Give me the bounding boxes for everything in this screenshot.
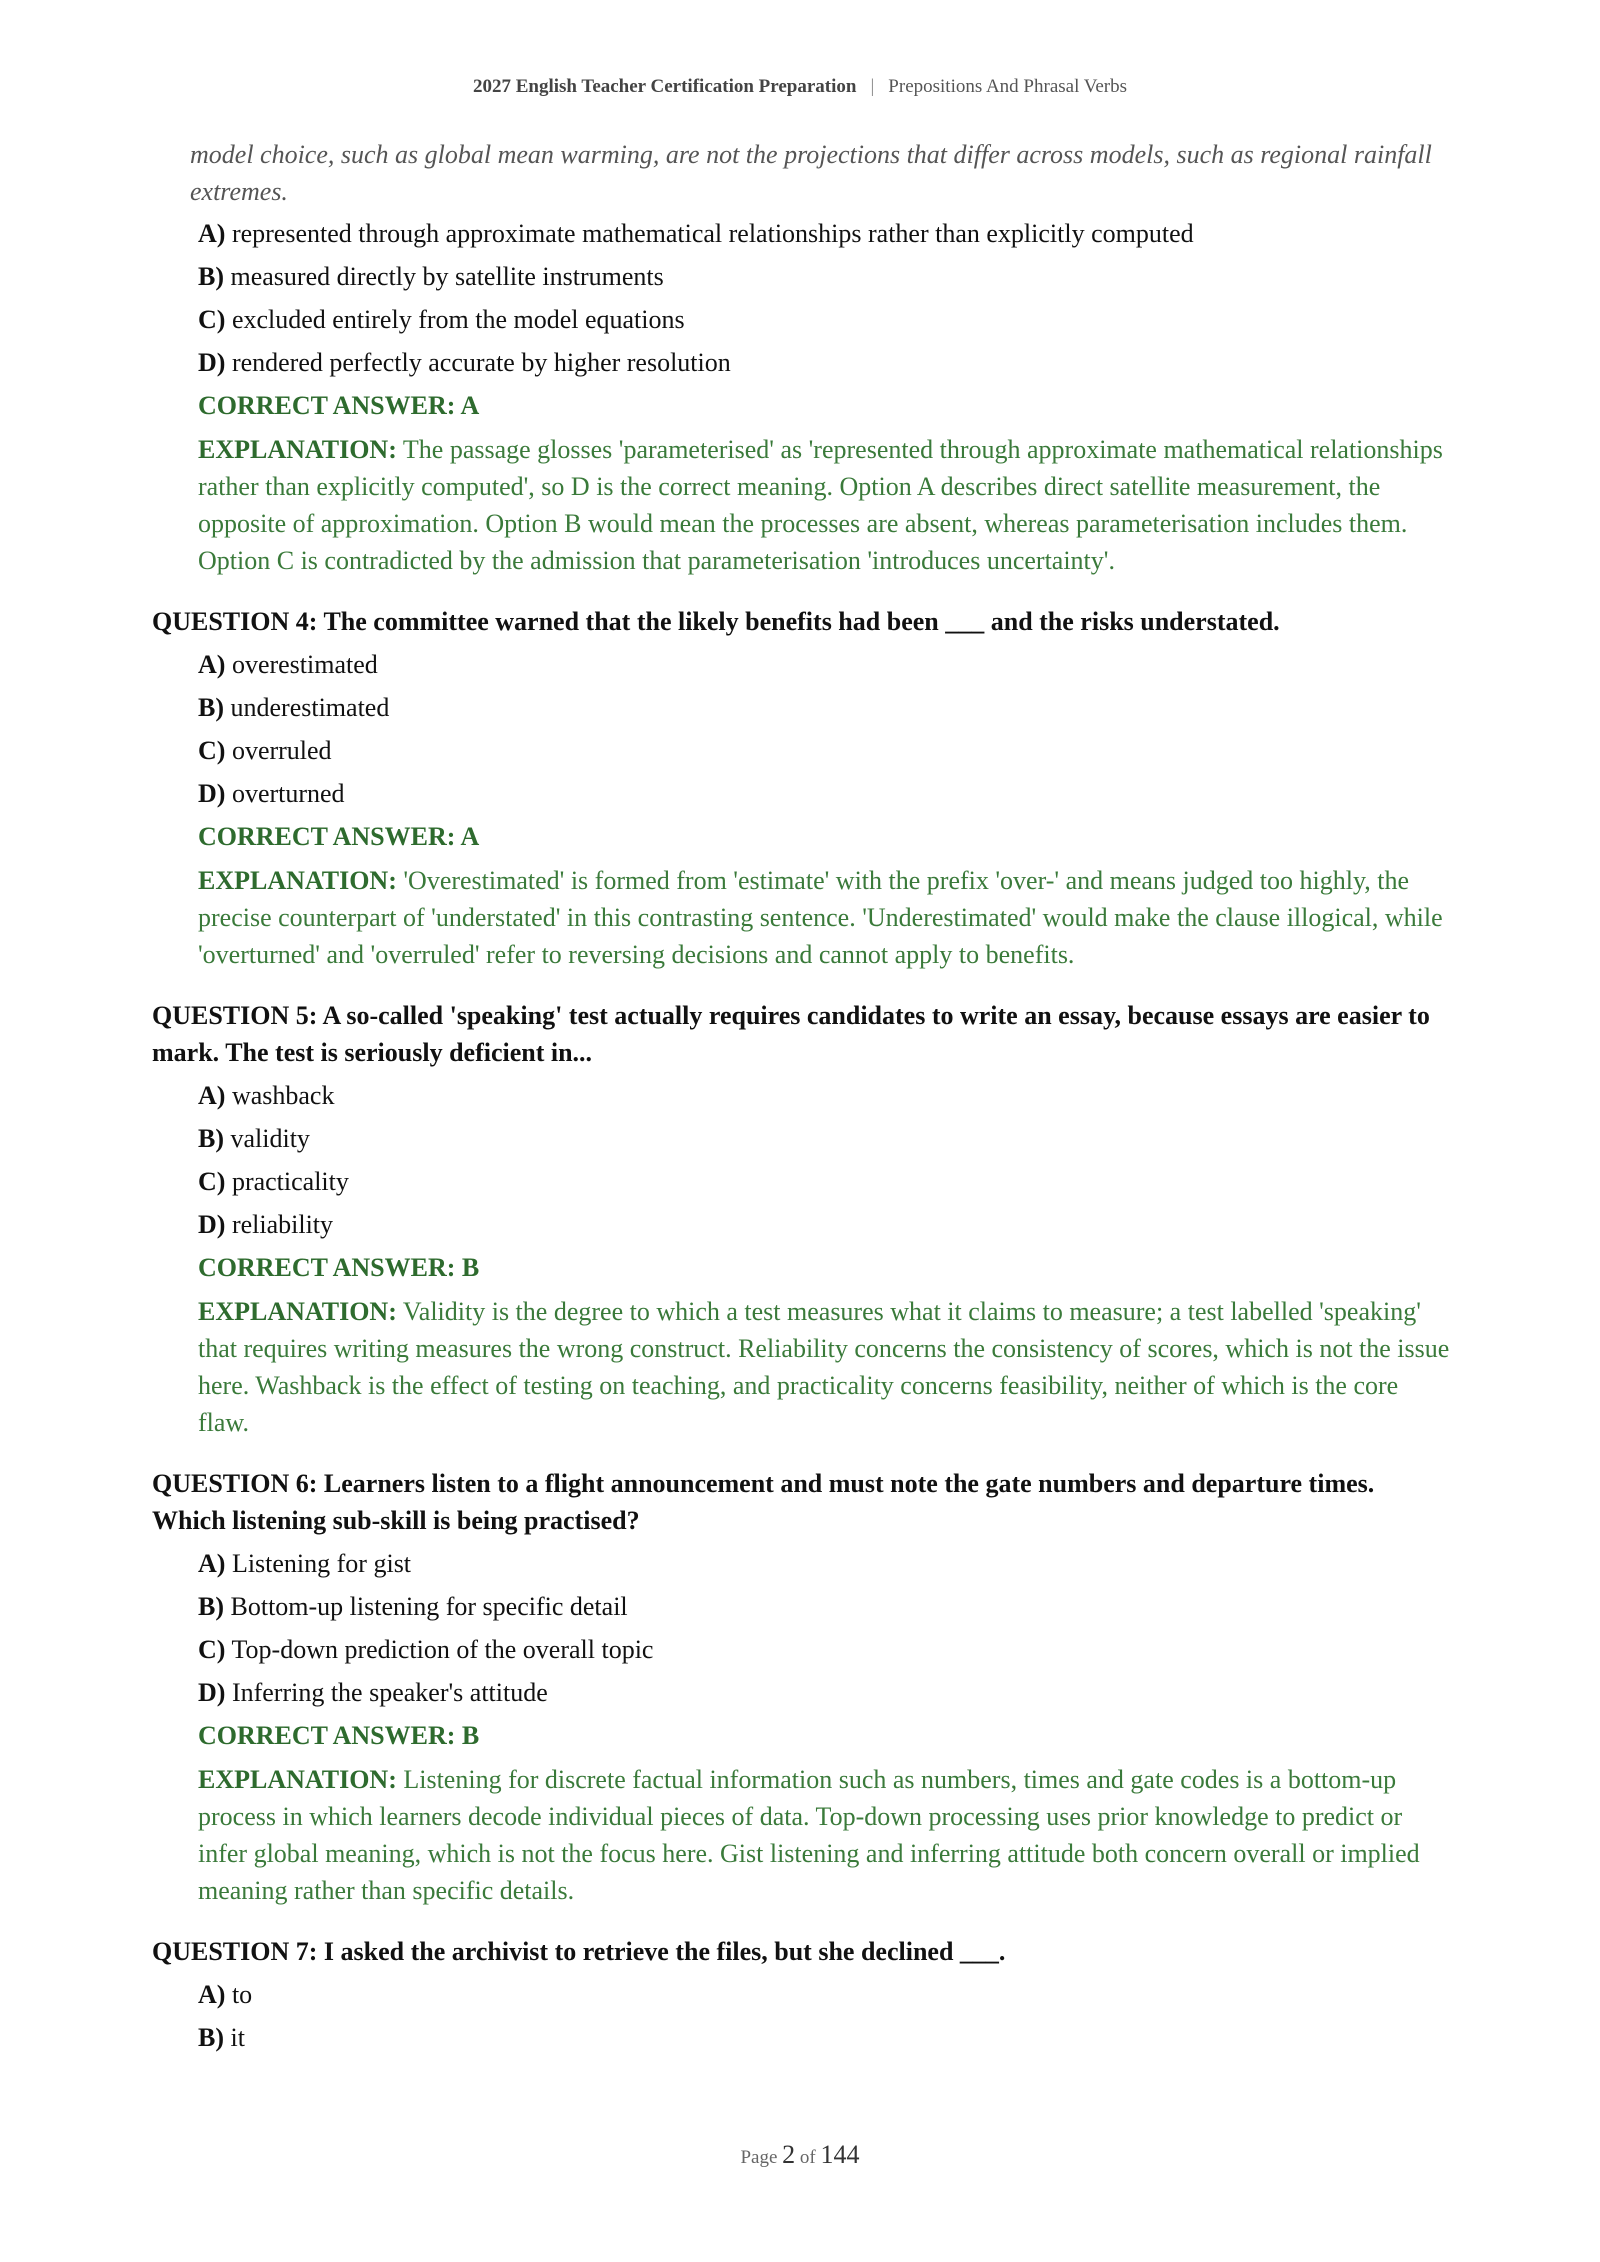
option-a	[198, 216, 1452, 252]
topic-title: Prepositions And Phrasal Verbs	[888, 76, 1128, 97]
option-d	[198, 345, 1452, 381]
option-a	[198, 647, 1452, 683]
option-letter: A)	[198, 1081, 226, 1110]
option-d	[198, 776, 1452, 812]
option-b	[198, 1121, 1452, 1157]
explanation-label: EXPLANATION:	[198, 1765, 397, 1794]
option-letter: A)	[198, 1980, 226, 2009]
option-letter: A)	[198, 219, 226, 248]
explanation-text: The passage glosses 'parameterised' as 'represented through approximate mathematical relationships rather than explicitly computed', so D is the correct meaning. Option A describes direct satellite measurement, the opposite of approximation. Option B would mean the processes are absent, whereas parameterisation includes them. Option C is contradicted by the admission that parameterisation 'introduces uncertainty'.	[198, 435, 1443, 575]
explanation-text: 'Overestimated' is formed from 'estimate' with the prefix 'over-' and means judged too highly, the precise counterpart of 'understated' in this contrasting sentence. 'Underestimated' would make the clause illogical, while 'overturned' and 'overruled' refer to reversing decisions and cannot apply to benefits.	[198, 866, 1443, 969]
header-separator: |	[870, 76, 875, 97]
option-letter: C)	[198, 1167, 226, 1196]
question-block-6	[152, 1465, 1452, 1909]
option-letter: D)	[198, 1210, 226, 1239]
correct-answer: CORRECT ANSWER: A	[198, 391, 480, 420]
of-word: of	[799, 2147, 816, 2168]
explanation-label: EXPLANATION:	[198, 866, 397, 895]
explanation	[198, 1761, 1452, 1909]
option-text: Inferring the speaker's attitude	[231, 1678, 548, 1707]
option-c	[198, 1164, 1452, 1200]
page-number: 2	[782, 2140, 796, 2169]
explanation	[198, 1293, 1452, 1441]
option-text: validity	[230, 1124, 310, 1153]
option-b	[198, 259, 1452, 295]
explanation-label: EXPLANATION:	[198, 1297, 397, 1326]
option-letter: B)	[198, 1592, 224, 1621]
option-a	[198, 1078, 1452, 1114]
question-block-4	[152, 603, 1452, 973]
option-letter: D)	[198, 348, 226, 377]
correct-answer: CORRECT ANSWER: B	[198, 1721, 480, 1750]
option-letter: B)	[198, 693, 224, 722]
option-text: represented through approximate mathematical relationships rather than explicitly computed	[231, 219, 1194, 248]
course-title: 2027 English Teacher Certification Preparation	[472, 76, 857, 97]
option-text: overturned	[231, 779, 345, 808]
option-b	[198, 690, 1452, 726]
option-text: excluded entirely from the model equations	[231, 305, 685, 334]
option-a	[198, 1546, 1452, 1582]
explanation-text: Listening for discrete factual information such as numbers, times and gate codes is a bottom-up process in which learners decode individual pieces of data. Top-down processing uses prior knowledge to predict or infer global meaning, which is not the focus here. Gist listening and inferring attitude both concern overall or implied meaning rather than specific details.	[198, 1765, 1420, 1905]
question-text: QUESTION 5: A so-called 'speaking' test actually requires candidates to write an essay, because essays are easier to mark. The test is seriously deficient in...	[152, 1001, 1430, 1067]
option-text: reliability	[231, 1210, 334, 1239]
question-block-7	[152, 1933, 1452, 2056]
page-content	[152, 136, 1452, 2063]
question-block-5	[152, 997, 1452, 1441]
option-d	[198, 1675, 1452, 1711]
page-header	[0, 76, 1600, 98]
explanation	[198, 862, 1452, 973]
option-text: rendered perfectly accurate by higher resolution	[231, 348, 731, 377]
question-block-3	[152, 136, 1452, 579]
option-text: to	[231, 1980, 253, 2009]
option-c	[198, 733, 1452, 769]
option-letter: A)	[198, 1549, 226, 1578]
option-letter: B)	[198, 2023, 224, 2052]
option-text: washback	[231, 1081, 335, 1110]
question-text: QUESTION 6: Learners listen to a flight announcement and must note the gate numbers and departure times. Which listening sub-skill is being practised?	[152, 1469, 1375, 1535]
page-total: 144	[820, 2140, 860, 2169]
option-letter: C)	[198, 1635, 226, 1664]
option-a	[198, 1977, 1452, 2013]
explanation	[198, 431, 1452, 579]
option-b	[198, 2020, 1452, 2056]
option-letter: A)	[198, 650, 226, 679]
explanation-label: EXPLANATION:	[198, 435, 397, 464]
option-c	[198, 1632, 1452, 1668]
correct-answer: CORRECT ANSWER: B	[198, 1253, 480, 1282]
question-text: QUESTION 7: I asked the archivist to retrieve the files, but she declined ___.	[152, 1937, 1006, 1966]
option-text: it	[230, 2023, 245, 2052]
correct-answer: CORRECT ANSWER: A	[198, 822, 480, 851]
option-text: Top-down prediction of the overall topic	[231, 1635, 654, 1664]
option-text: underestimated	[230, 693, 390, 722]
page-word: Page	[740, 2147, 778, 2168]
option-d	[198, 1207, 1452, 1243]
option-letter: C)	[198, 736, 226, 765]
option-letter: B)	[198, 1124, 224, 1153]
option-text: overestimated	[231, 650, 378, 679]
option-text: Listening for gist	[231, 1549, 412, 1578]
option-letter: C)	[198, 305, 226, 334]
option-c	[198, 302, 1452, 338]
option-text: practicality	[231, 1167, 349, 1196]
page-footer	[0, 2140, 1600, 2170]
option-letter: D)	[198, 779, 226, 808]
option-text: measured directly by satellite instruments	[230, 262, 664, 291]
option-text: Bottom-up listening for specific detail	[230, 1592, 628, 1621]
explanation-text: Validity is the degree to which a test measures what it claims to measure; a test labelled 'speaking' that requires writing measures the wrong construct. Reliability concerns the consistency of scores, which is not the issue here. Washback is the effect of testing on teaching, and practicality concerns feasibility, neither of which is the core flaw.	[198, 1297, 1450, 1437]
question-intro-continuation: model choice, such as global mean warming, are not the projections that differ across models, such as regional rainfall extremes.	[190, 140, 1432, 206]
option-letter: D)	[198, 1678, 226, 1707]
option-letter: B)	[198, 262, 224, 291]
option-b	[198, 1589, 1452, 1625]
option-text: overruled	[231, 736, 332, 765]
question-text: QUESTION 4: The committee warned that the likely benefits had been ___ and the risks understated.	[152, 607, 1280, 636]
